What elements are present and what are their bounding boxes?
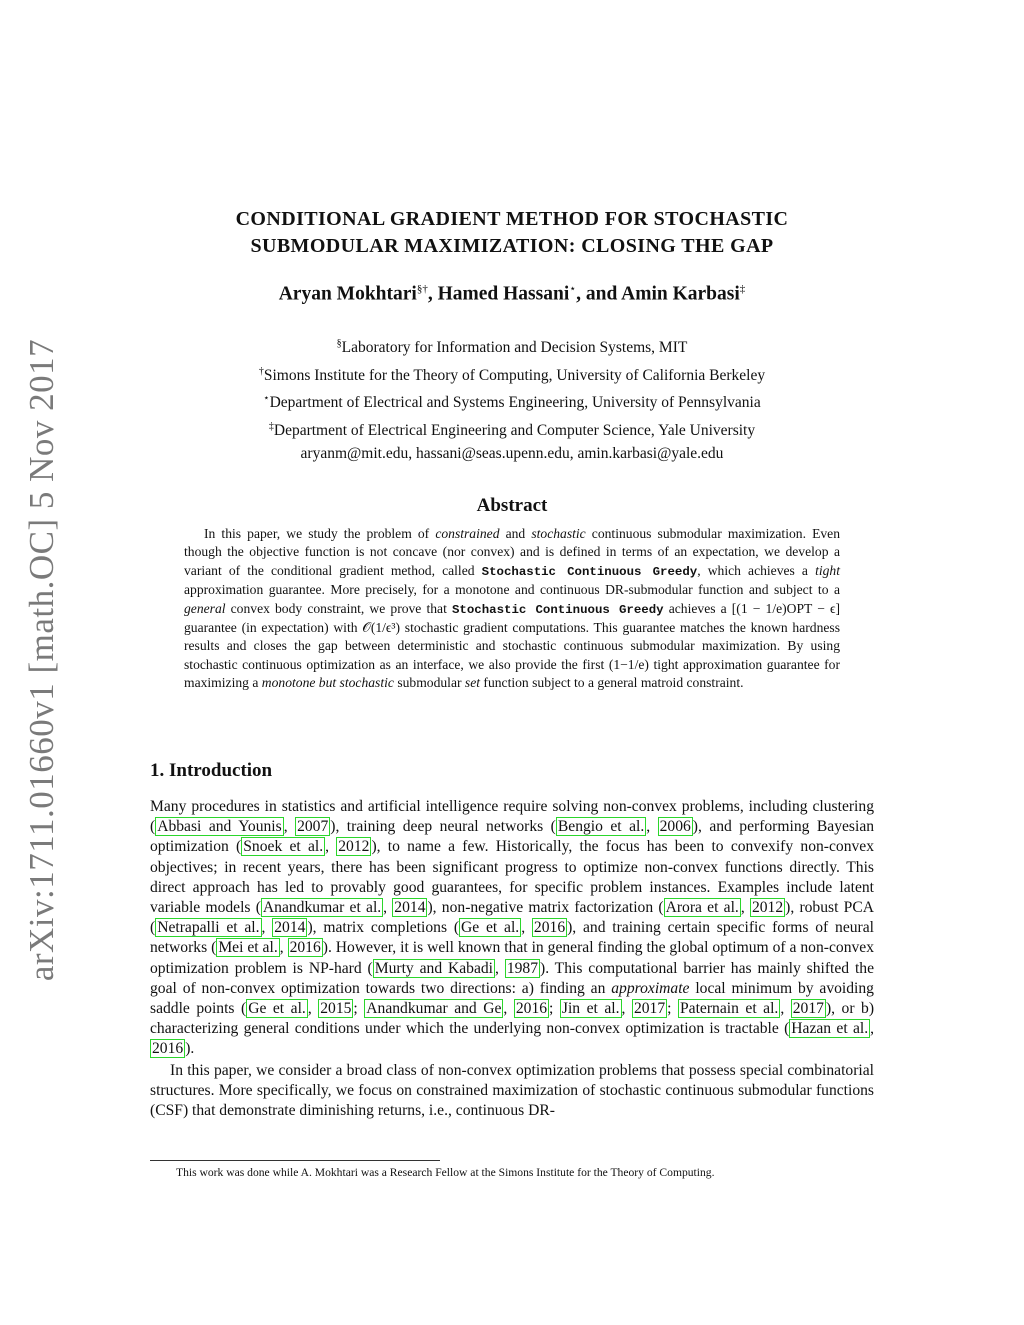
body-text: , (261, 919, 273, 937)
citation-link[interactable]: Paternain et al. (680, 1000, 779, 1018)
affiliation-text: Simons Institute for the Theory of Computing, University of California Berkeley (263, 366, 766, 384)
body-text: , (325, 838, 337, 856)
body-text: ; (353, 1000, 365, 1018)
author-3: Amin Karbasi (621, 283, 740, 305)
citation-link[interactable]: Netrapalli et al. (157, 919, 260, 937)
body-text: ; (549, 1000, 560, 1018)
citation-year-link[interactable]: 2007 (297, 818, 329, 836)
body-text: ), robust PCA ( (150, 899, 874, 937)
citation-link[interactable]: Ge et al. (461, 919, 520, 937)
algorithm-name: Stochastic Continuous Greedy (481, 564, 698, 579)
body-text: ), to name a few. Historically, the focus has been to convexify non-convex objectives; in recent years, there has been significant progress to optimize non-convex functions directly. This direct approach has led to provably good guarantees, for specific problem instances. Examples include latent variable models ( (150, 838, 875, 917)
citation-link[interactable]: Jin et al. (561, 1000, 620, 1018)
affiliation-4 (150, 415, 874, 443)
citation-link[interactable]: Bengio et al. (557, 818, 645, 836)
body-text: , (870, 1020, 874, 1038)
body-emphasis: approximate (611, 979, 690, 997)
arxiv-identifier-stamp: arXiv:1711.01660v1 [math.OC] 5 Nov 2017 (22, 338, 61, 982)
abstract-emphasis: tight (815, 562, 840, 578)
footnote-divider (150, 1160, 440, 1161)
abstract-emphasis: set (464, 675, 481, 691)
body-text: ), non-negative matrix factorization ( (427, 899, 664, 917)
affiliation-text: Laboratory for Information and Decision Systems, MIT (341, 339, 688, 357)
affiliation-1 (150, 332, 874, 360)
section-heading-introduction: 1. Introduction (150, 760, 273, 781)
citation-year-link[interactable]: 2014 (274, 919, 306, 937)
abstract-text: submodular (393, 675, 465, 691)
citation-year-link[interactable]: 2016 (515, 1000, 548, 1018)
citation-year-link[interactable]: 2012 (751, 899, 784, 917)
citation-year-link[interactable]: 2015 (320, 1000, 352, 1018)
citation-year-link[interactable]: 2006 (659, 818, 691, 836)
affiliation-mark: ‡ (268, 420, 274, 432)
citation-link[interactable]: Snoek et al. (243, 838, 324, 856)
body-text: ), matrix completions ( (307, 919, 460, 937)
citation-link[interactable]: Arora et al. (665, 899, 739, 917)
body-text: , (283, 818, 296, 836)
body-text: ), and performing Bayesian optimization ( (150, 818, 875, 856)
affiliation-3 (150, 387, 874, 415)
citation-year-link[interactable]: 2016 (289, 939, 321, 957)
citation-year-link[interactable]: 1987 (506, 959, 538, 977)
abstract-body (184, 525, 840, 693)
author-separator: , (427, 283, 438, 305)
citation-year-link[interactable]: 2016 (533, 919, 566, 937)
footnote: This work was done while A. Mokhtari was a Research Fellow at the Simons Institute for the Theory of Computing. (176, 1166, 715, 1179)
citation-link[interactable]: Hazan et al. (791, 1020, 869, 1038)
body-text: ), training deep neural networks ( (330, 818, 556, 836)
abstract-text: and (499, 526, 532, 541)
citation-link[interactable]: Murty and Kabadi (374, 959, 494, 977)
abstract-text: approximation guarantee. More precisely, for a monotone and continuous DR-submodular function and subject to a (184, 582, 840, 598)
abstract-emphasis: constrained (435, 526, 500, 541)
body-text: ). (185, 1040, 195, 1058)
body-text: , (621, 1000, 632, 1018)
author-1: Aryan Mokhtari (278, 283, 417, 305)
abstract-text: function subject to a general matroid constraint. (480, 675, 744, 691)
algorithm-name: Stochastic Continuous Greedy (451, 602, 664, 617)
affiliation-2 (150, 360, 874, 388)
title-line-1: CONDITIONAL GRADIENT METHOD FOR STOCHASTIC (235, 208, 789, 230)
citation-year-link[interactable]: 2017 (792, 1000, 824, 1018)
body-text: , (495, 959, 505, 977)
body-text: , (307, 1000, 319, 1018)
author-separator: , and (576, 283, 622, 305)
affiliation-text: Department of Electrical Engineering and Computer Science, Yale University (273, 421, 756, 439)
affiliation-mark: † (258, 365, 264, 377)
author-list (150, 282, 874, 306)
abstract-heading: Abstract (476, 495, 548, 516)
author-1-marks: §† (416, 283, 428, 295)
abstract-text: , which achieves a (697, 562, 816, 578)
abstract-text: convex body constraint, we prove that (225, 600, 452, 616)
body-text: , (521, 919, 532, 937)
paragraph-2: In this paper, we consider a broad class of non-convex optimization problems that possess special combinatorial structures. More specifically, we focus on constrained maximization of stochastic continuous submodular functions (CSF) that demonstrate diminishing returns, i.e., continuous DR- (150, 1061, 874, 1120)
abstract-text: continuous submodular maximization. Even though the objective function is not concave (nor convex) and is defined in terms of an expectation, we develop a variant of the conditional gradient method, called (184, 526, 841, 578)
body-text: ), and training certain specific forms of neural networks ( (150, 919, 875, 957)
body-text: , (780, 1000, 791, 1018)
citation-year-link[interactable]: 2014 (394, 899, 426, 917)
citation-link[interactable]: Abbasi and Younis (157, 818, 282, 836)
body-text: , (503, 1000, 514, 1018)
citation-link[interactable]: Anandkumar et al. (262, 899, 382, 917)
citation-link[interactable]: Ge et al. (248, 1000, 306, 1018)
body-text: local minimum by avoiding saddle points ( (150, 979, 874, 1018)
author-emails: aryanm@mit.edu, hassani@seas.upenn.edu, amin.karbasi@yale.edu (300, 445, 724, 463)
abstract-text: In this paper, we study the problem of (204, 526, 436, 541)
citation-link[interactable]: Anandkumar and Ge (366, 1000, 502, 1018)
introduction-body (150, 797, 874, 1121)
body-text: , (383, 899, 393, 917)
citation-year-link[interactable]: 2012 (338, 838, 370, 856)
abstract-text: achieves a [(1 − 1/e)OPT − ϵ] guarantee (in expectation) with 𝒪(1/ϵ³) stochastic gradient computations. This guarantee matches the known hardness results and closes the gap between deterministic and stochastic continuous submodular maximization. By using stochastic continuous optimization as an interface, we also provide the first (1−1/e) tight approximation guarantee for maximizing a (184, 600, 841, 691)
title-line-2: SUBMODULAR MAXIMIZATION: CLOSING THE GAP (250, 235, 774, 257)
body-text: , (740, 899, 750, 917)
author-3-marks: ‡ (739, 283, 746, 295)
author-2: Hamed Hassani (437, 283, 570, 305)
body-text: ; (667, 1000, 678, 1018)
abstract-emphasis: monotone but stochastic (261, 675, 394, 691)
author-2-marks: ⋆ (569, 283, 577, 295)
body-text: Many procedures in statistics and artificial intelligence require solving non-convex problems, including clustering ( (150, 798, 874, 836)
paragraph-1 (150, 797, 874, 1060)
abstract-emphasis: stochastic (531, 526, 586, 541)
affiliation-text: Department of Electrical and Systems Engineering, University of Pennsylvania (269, 394, 761, 412)
affiliation-mark: § (336, 338, 342, 349)
body-text: , (646, 818, 658, 836)
citation-link[interactable]: Mei et al. (218, 939, 278, 957)
paper-title (150, 206, 874, 260)
affiliations (150, 332, 874, 466)
affiliation-mark: ⋆ (263, 393, 270, 405)
body-text: ). This computational barrier has mainly shifted the goal of non-convex optimization towards two directions: a) finding an (150, 959, 875, 997)
citation-year-link[interactable]: 2017 (633, 1000, 666, 1018)
body-text: ), or b) characterizing general conditions under which the underlying non-convex optimization is tractable ( (150, 1000, 875, 1038)
abstract-emphasis: general (184, 600, 226, 616)
body-text: ). However, it is well known that in general finding the global optimum of a non-convex optimization problem is NP-hard ( (150, 939, 875, 977)
citation-year-link[interactable]: 2016 (152, 1040, 184, 1058)
body-text: , (279, 939, 288, 957)
